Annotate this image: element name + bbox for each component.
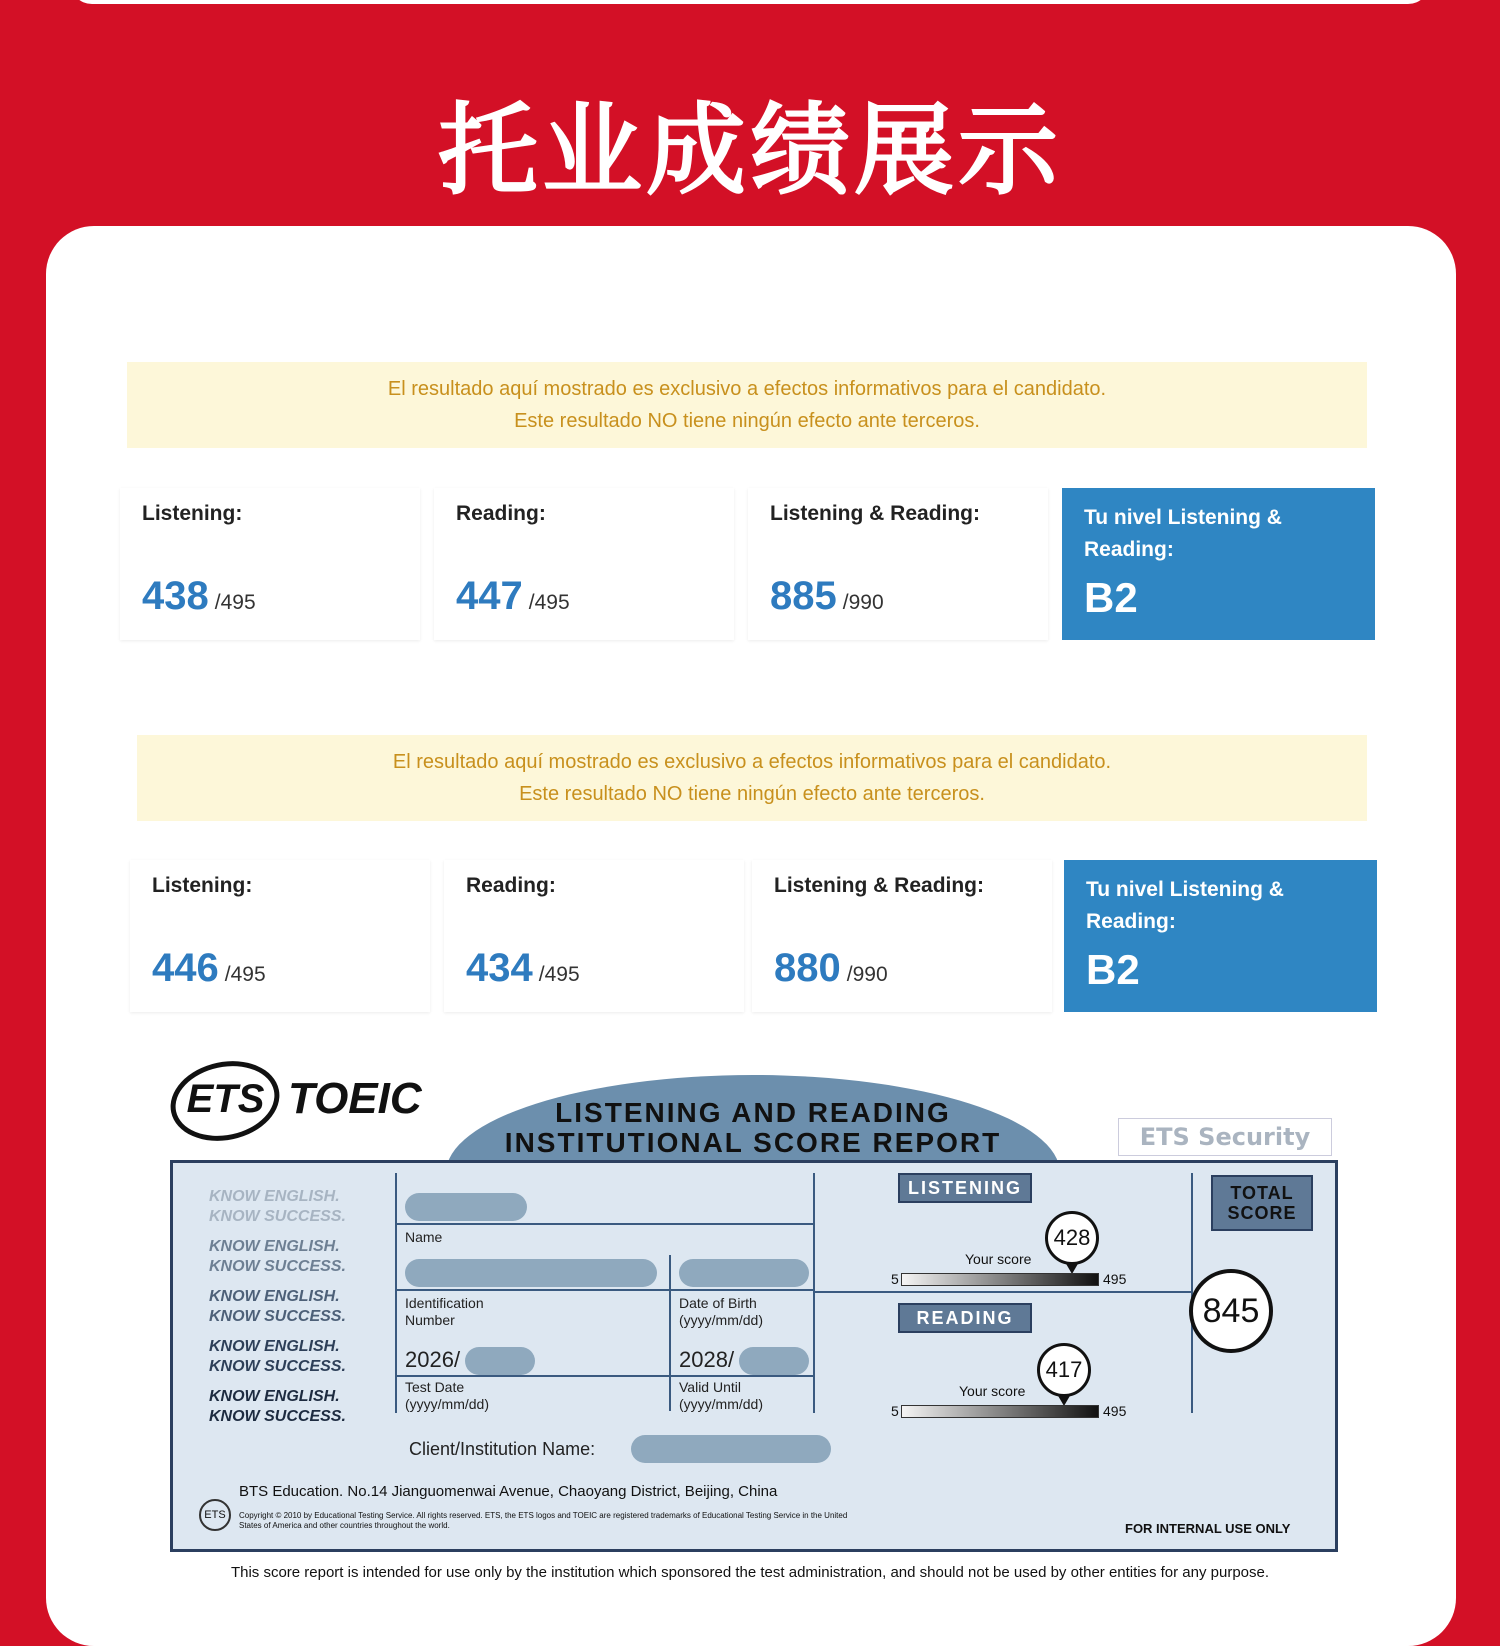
ets-seal-icon: ETS	[199, 1499, 231, 1531]
divider	[395, 1223, 815, 1225]
report-title-line: LISTENING AND READING	[555, 1097, 951, 1128]
reading-score-marker: 417	[1037, 1343, 1091, 1397]
level-label: Tu nivel Listening & Reading:	[1086, 878, 1284, 933]
notice-line: Este resultado NO tiene ningún efecto ante terceros.	[514, 410, 980, 432]
slogan: KNOW ENGLISH. KNOW SUCCESS.	[209, 1288, 346, 1325]
listening-tag: LISTENING	[898, 1173, 1032, 1203]
internal-use: FOR INTERNAL USE ONLY	[1125, 1521, 1291, 1536]
reading-score: 434 /495	[466, 946, 580, 990]
listening-label: Listening:	[142, 502, 243, 525]
reading-your-score: Your score	[959, 1383, 1026, 1399]
listening-score-cell	[120, 488, 420, 640]
address: BTS Education. No.14 Jianguomenwai Avenue, Chaoyang District, Beijing, China	[239, 1483, 778, 1500]
total-label: Listening & Reading:	[770, 502, 980, 525]
dob-label: Date of Birth (yyyy/mm/dd)	[679, 1295, 763, 1328]
reading-label: Reading:	[456, 502, 546, 525]
listening-score: 438 /495	[142, 574, 256, 618]
divider	[395, 1173, 397, 1413]
total-score-circle: 845	[1189, 1269, 1273, 1353]
redacted-name	[405, 1193, 527, 1221]
divider	[395, 1375, 815, 1377]
ets-logo: ETS	[163, 1051, 287, 1150]
copyright: Copyright © 2010 by Educational Testing Service. All rights reserved. ETS, the ETS logos and TOEIC are registered trademarks of Educational Testing Service in the United States of America and other countries throughout the world.	[239, 1511, 848, 1530]
notice-line: El resultado aquí mostrado es exclusivo a efectos informativos para el candidato.	[392, 751, 1112, 773]
redacted-client	[631, 1435, 831, 1463]
security-guard-mark: ETS Security	[1118, 1118, 1332, 1156]
listening-score-marker: 428	[1045, 1211, 1099, 1265]
redacted-valid-until	[739, 1347, 809, 1375]
listening-your-score: Your score	[965, 1251, 1032, 1267]
listening-min: 5	[891, 1271, 899, 1287]
total-score-tag: TOTAL SCORE	[1211, 1175, 1313, 1231]
valid-until-value: 2028/	[679, 1347, 735, 1372]
divider	[669, 1255, 671, 1411]
level-cell	[1062, 488, 1375, 640]
total-score-cell	[752, 860, 1052, 1012]
divider	[813, 1173, 815, 1413]
reading-score-cell	[434, 488, 734, 640]
total-label: Listening & Reading:	[774, 874, 984, 897]
valid-until-label: Valid Until (yyyy/mm/dd)	[679, 1379, 763, 1412]
notice-line: Este resultado NO tiene ningún efecto ante terceros.	[519, 783, 985, 805]
reading-score: 447 /495	[456, 574, 570, 618]
reading-score-cell	[444, 860, 744, 1012]
reading-scale	[901, 1405, 1099, 1418]
reading-min: 5	[891, 1403, 899, 1419]
top-strip	[70, 0, 1430, 4]
listening-score: 446 /495	[152, 946, 266, 990]
reading-label: Reading:	[466, 874, 556, 897]
total-score-cell	[748, 488, 1048, 640]
slogan: KNOW ENGLISH. KNOW SUCCESS.	[209, 1388, 346, 1425]
level-value: B2	[1086, 946, 1140, 993]
notice-banner	[137, 735, 1367, 821]
divider	[813, 1291, 1193, 1293]
slogan: KNOW ENGLISH. KNOW SUCCESS.	[209, 1188, 346, 1225]
name-label: Name	[405, 1229, 443, 1245]
reading-tag: READING	[898, 1303, 1032, 1333]
listening-max: 495	[1103, 1271, 1127, 1287]
slogan: KNOW ENGLISH. KNOW SUCCESS.	[209, 1338, 346, 1375]
total-score: 885 /990	[770, 574, 884, 618]
client-label: Client/Institution Name:	[409, 1439, 596, 1459]
report-footnote: This score report is intended for use only by the institution which sponsored the test administration, and should not be used by other entities for any purpose.	[230, 1564, 1270, 1581]
redacted-id	[405, 1259, 657, 1287]
toeic-logo-text: TOEIC	[288, 1074, 422, 1123]
test-date-label: Test Date (yyyy/mm/dd)	[405, 1379, 489, 1412]
redacted-test-date	[465, 1347, 535, 1375]
report-title-line: INSTITUTIONAL SCORE REPORT	[504, 1127, 1002, 1158]
level-value: B2	[1084, 574, 1138, 621]
total-score: 880 /990	[774, 946, 888, 990]
level-label: Tu nivel Listening & Reading:	[1084, 506, 1282, 561]
slogan: KNOW ENGLISH. KNOW SUCCESS.	[209, 1238, 346, 1275]
level-cell	[1064, 860, 1377, 1012]
listening-label: Listening:	[152, 874, 253, 897]
page-title: 托业成绩展示	[438, 92, 1062, 209]
test-date-value: 2026/	[405, 1347, 461, 1372]
id-label: Identification Number	[405, 1295, 484, 1328]
listening-score-cell	[130, 860, 430, 1012]
divider	[395, 1289, 815, 1291]
reading-max: 495	[1103, 1403, 1127, 1419]
notice-banner	[127, 362, 1367, 448]
score-report	[170, 1160, 1338, 1552]
notice-line: El resultado aquí mostrado es exclusivo a efectos informativos para el candidato.	[387, 378, 1107, 400]
listening-scale	[901, 1273, 1099, 1286]
redacted-dob	[679, 1259, 809, 1287]
report-title	[446, 1098, 1060, 1158]
